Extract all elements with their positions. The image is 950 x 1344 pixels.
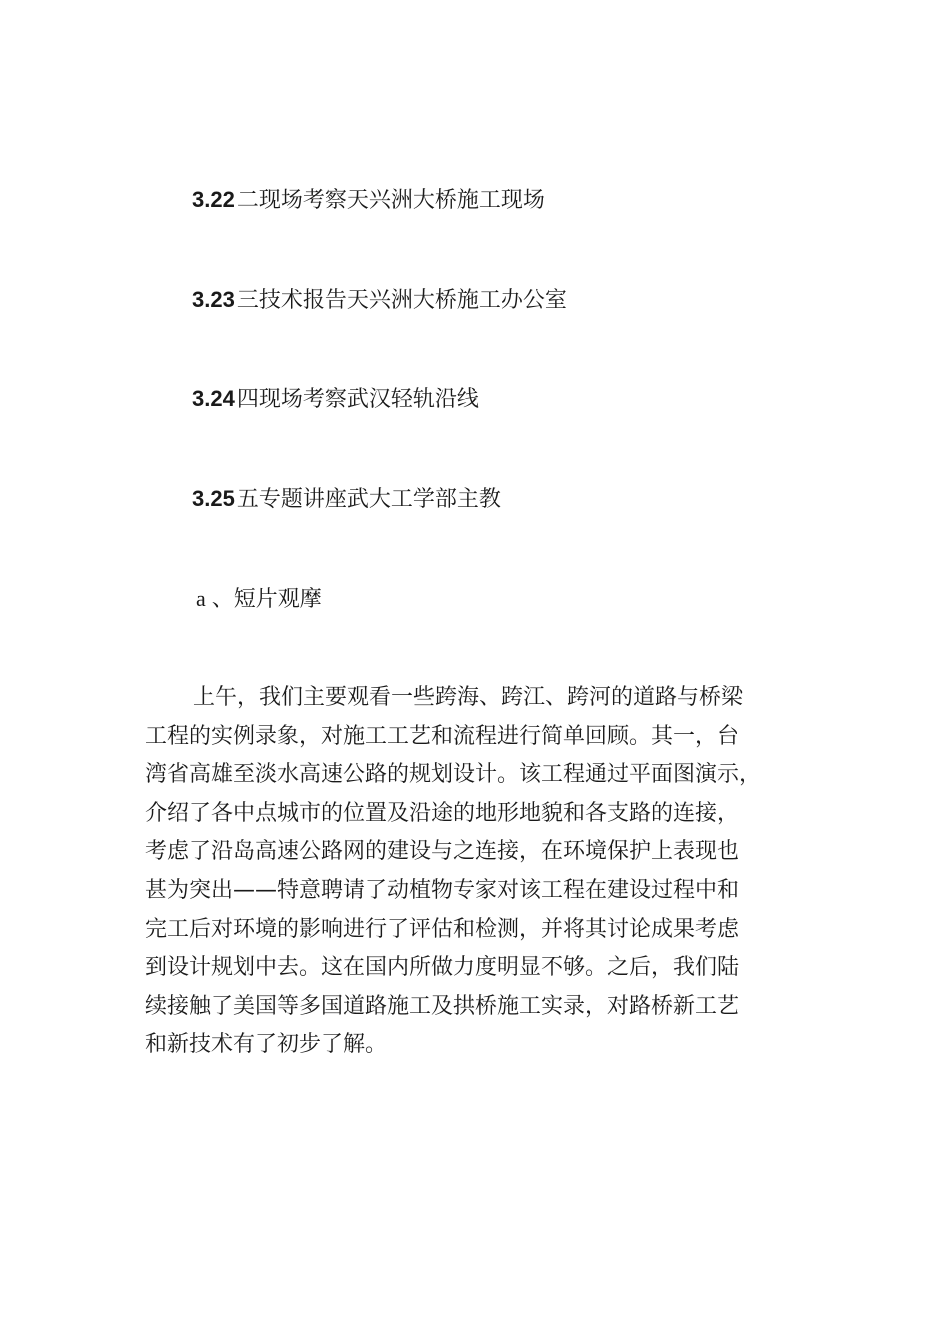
paragraph-line: 到设计规划中去。这在国内所做力度明显不够。之后，我们陆 [145, 955, 740, 981]
schedule-text: 二现场考察天兴洲大桥施工现场 [236, 188, 545, 213]
paragraph-line: 考虑了沿岛高速公路网的建设与之连接，在环境保护上表现也 [145, 839, 740, 865]
section-title: 、短片观摩 [211, 587, 322, 612]
paragraph-line: 续接触了美国等多国道路施工及拱桥施工实录，对路桥新工艺 [145, 993, 740, 1019]
paragraph-line: 完工后对环境的影响进行了评估和检测，并将其讨论成果考虑 [145, 916, 740, 942]
paragraph-line: 工程的实例录象，对施工工艺和流程进行简单回顾。其一，台 [145, 723, 740, 749]
paragraph-line: 上午，我们主要观看一些跨海、跨江、跨河的道路与桥梁 [193, 685, 744, 710]
schedule-date: 3.24 [192, 386, 235, 411]
schedule-item-3-25 [192, 483, 501, 516]
schedule-text: 四现场考察武汉轻轨沿线 [236, 387, 479, 412]
paragraph-line: 和新技术有了初步了解。 [145, 1032, 388, 1058]
schedule-item-3-24 [192, 383, 479, 416]
schedule-date: 3.25 [192, 486, 235, 511]
section-heading [196, 583, 322, 616]
paragraph-line: 介绍了各中点城市的位置及沿途的地形地貌和各支路的连接， [145, 800, 740, 826]
section-letter: a [196, 586, 206, 611]
paragraph-line: 湾省高雄至淡水高速公路的规划设计。该工程通过平面图演示， [145, 762, 762, 788]
body-paragraph [145, 679, 825, 1065]
schedule-text: 五专题讲座武大工学部主教 [236, 487, 501, 512]
schedule-text: 三技术报告天兴洲大桥施工办公室 [236, 288, 567, 313]
schedule-item-3-22 [192, 184, 545, 217]
paragraph-line: 甚为突出——特意聘请了动植物专家对该工程在建设过程中和 [145, 877, 740, 903]
schedule-date: 3.22 [192, 187, 235, 212]
schedule-item-3-23 [192, 284, 567, 317]
schedule-date: 3.23 [192, 287, 235, 312]
